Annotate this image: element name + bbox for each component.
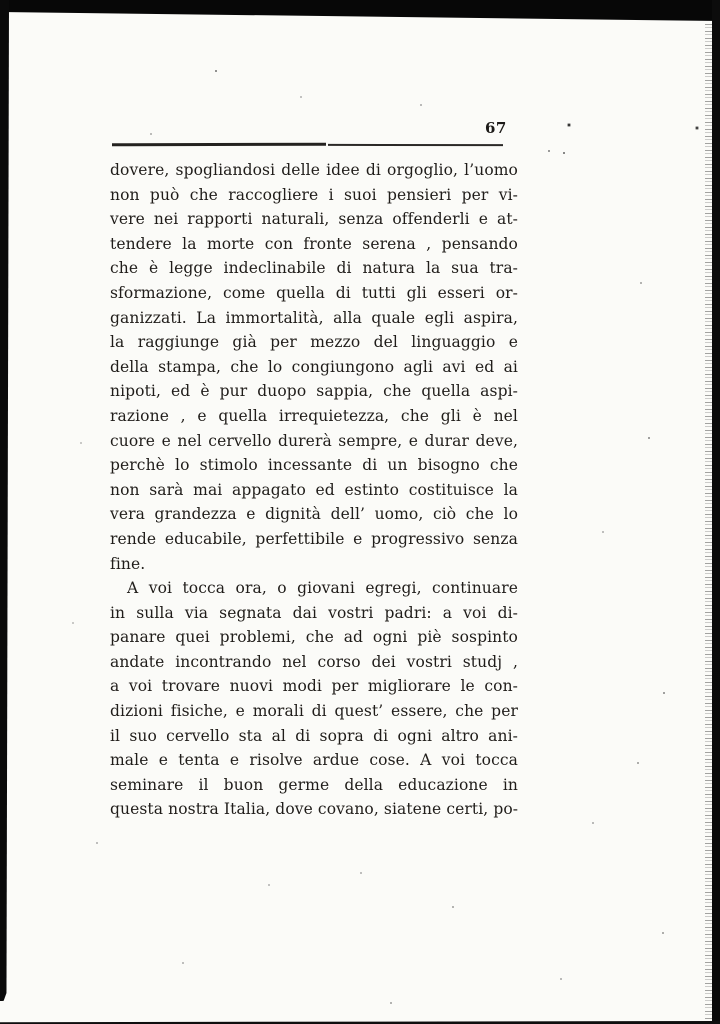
scan-top-edge: [0, 0, 720, 22]
scan-right-edge-noise: [705, 24, 712, 1024]
text-line: A voi tocca ora, o giovani egregi, continuare: [127, 579, 518, 598]
header-rule-right-segment: [328, 144, 503, 146]
text-line: dovere, spogliandosi delle idee di orgoglio, l’uomo: [110, 161, 518, 179]
scan-left-edge: [0, 0, 9, 1001]
text-line: non sarà mai appagato ed estinto costituisce la: [110, 480, 518, 499]
text-line: la raggiunge già per mezzo del linguaggio e: [110, 333, 518, 352]
text-line: della stampa, che lo congiungono agli avi ed ai: [110, 357, 518, 376]
scan-right-edge: [712, 0, 720, 1024]
header-rule-left-segment: [112, 143, 326, 146]
text-line: perchè lo stimolo incessante di un bisogno che: [110, 456, 518, 475]
text-line: rende educabile, perfettibile e progressivo senza: [110, 529, 518, 548]
text-block: [110, 158, 518, 822]
text-line: fine.: [110, 554, 146, 573]
text-line: questa nostra Italia, dove covano, siatene certi, po-: [110, 800, 519, 819]
page-number: 67: [485, 119, 507, 137]
text-line: vere nei rapporti naturali, senza offenderli e at-: [110, 210, 518, 229]
text-line: andate incontrando nel corso dei vostri studj ,: [110, 652, 518, 671]
text-line: cuore e nel cervello durerà sempre, e durar deve,: [110, 431, 518, 450]
text-line: tendere la morte con fronte serena , pensando: [110, 234, 518, 253]
text-line: dizioni fisiche, e morali di quest’ essere, che per: [110, 702, 518, 721]
text-line: male e tenta e risolve ardue cose. A voi tocca: [110, 751, 518, 770]
text-line: nipoti, ed è pur duopo sappia, che quella aspi-: [110, 382, 518, 401]
text-line: non può che raccogliere i suoi pensieri per vi-: [110, 185, 518, 204]
text-line: seminare il buon germe della educazione in: [110, 775, 518, 794]
text-line: panare quei problemi, che ad ogni piè sospinto: [110, 628, 518, 647]
text-line: in sulla via segnata dai vostri padri: a voi di-: [110, 603, 518, 622]
text-line: vera grandezza e dignità dell’ uomo, ciò che lo: [110, 505, 518, 524]
text-line: sformazione, come quella di tutti gli esseri or-: [110, 283, 518, 302]
text-line: a voi trovare nuovi modi per migliorare le con-: [110, 677, 518, 696]
text-line: che è legge indeclinabile di natura la sua tra-: [110, 259, 518, 278]
text-line: razione , e quella irrequietezza, che gli è nel: [110, 406, 518, 425]
text-line: il suo cervello sta al di sopra di ogni altro ani-: [110, 726, 518, 745]
text-line: ganizzati. La immortalità, alla quale egli aspira,: [110, 308, 518, 327]
